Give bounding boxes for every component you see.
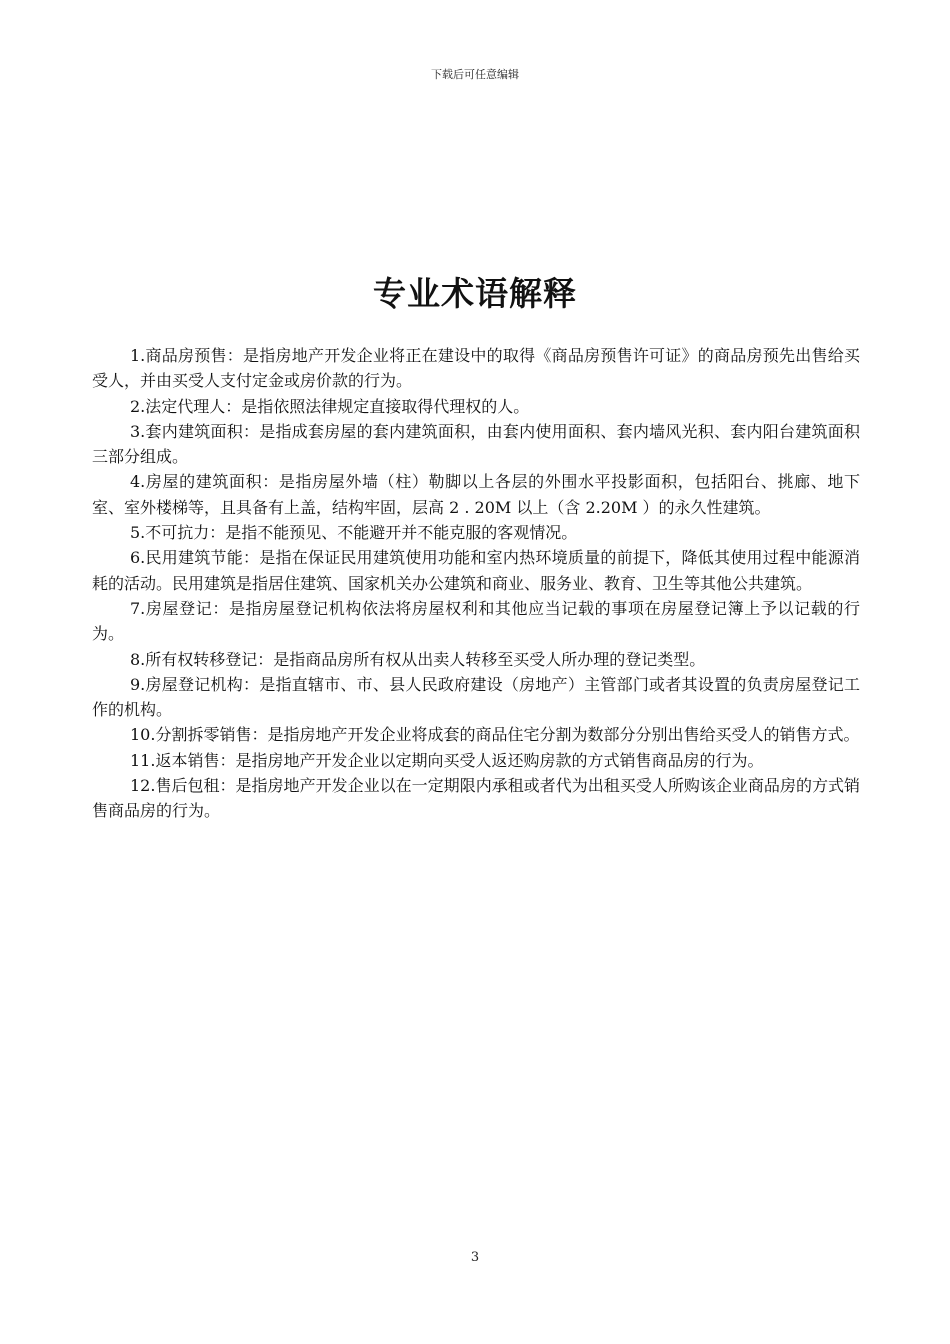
term-item: 5.不可抗力：是指不能预见、不能避开并不能克服的客观情况。 [130, 523, 578, 543]
document-title: 专业术语解释 [373, 274, 577, 313]
header-note: 下载后可任意编辑 [431, 68, 519, 81]
term-item: 12.售后包租：是指房地产开发企业以在一定期限内承租或者代为出租买受人所购该企业商品房的方式销售商品房的行为。 [92, 776, 860, 821]
term-list [92, 343, 860, 824]
term-item: 2.法定代理人：是指依照法律规定直接取得代理权的人。 [130, 396, 530, 416]
term-item: 1.商品房预售：是指房地产开发企业将正在建设中的取得《商品房预售许可证》的商品房预先出售给买受人，并由买受人支付定金或房价款的行为。 [92, 346, 860, 391]
term-item: 7.房屋登记：是指房屋登记机构依法将房屋权利和其他应当记载的事项在房屋登记簿上予以记载的行为。 [92, 598, 860, 644]
term-item: 3.套内建筑面积：是指成套房屋的套内建筑面积，由套内使用面积、套内墙风光积、套内阳台建筑面积三部分组成。 [92, 421, 860, 467]
term-item: 8.所有权转移登记：是指商品房所有权从出卖人转移至买受人所办理的登记类型。 [130, 649, 706, 669]
term-item: 6.民用建筑节能：是指在保证民用建筑使用功能和室内热环境质量的前提下，降低其使用过程中能源消耗的活动。民用建筑是指居住建筑、国家机关办公建筑和商业、服务业、教育、卫生等其他公共建筑。 [92, 548, 860, 593]
page-number: 3 [470, 1250, 480, 1265]
term-item: 10.分割拆零销售：是指房地产开发企业将成套的商品住宅分割为数部分分别出售给买受人的销售方式。 [130, 725, 860, 745]
term-item: 11.返本销售：是指房地产开发企业以定期向买受人返还购房款的方式销售商品房的行为。 [130, 750, 764, 770]
term-item: 4.房屋的建筑面积：是指房屋外墙（柱）勒脚以上各层的外围水平投影面积，包括阳台、挑廊、地下室、室外楼梯等，且具备有上盖，结构牢固，层高 2 . 20M 以上（含 2.20M ）的永久性建筑。 [92, 472, 860, 517]
term-item: 9.房屋登记机构：是指直辖市、市、县人民政府建设（房地产）主管部门或者其设置的负责房屋登记工作的机构。 [92, 674, 860, 720]
